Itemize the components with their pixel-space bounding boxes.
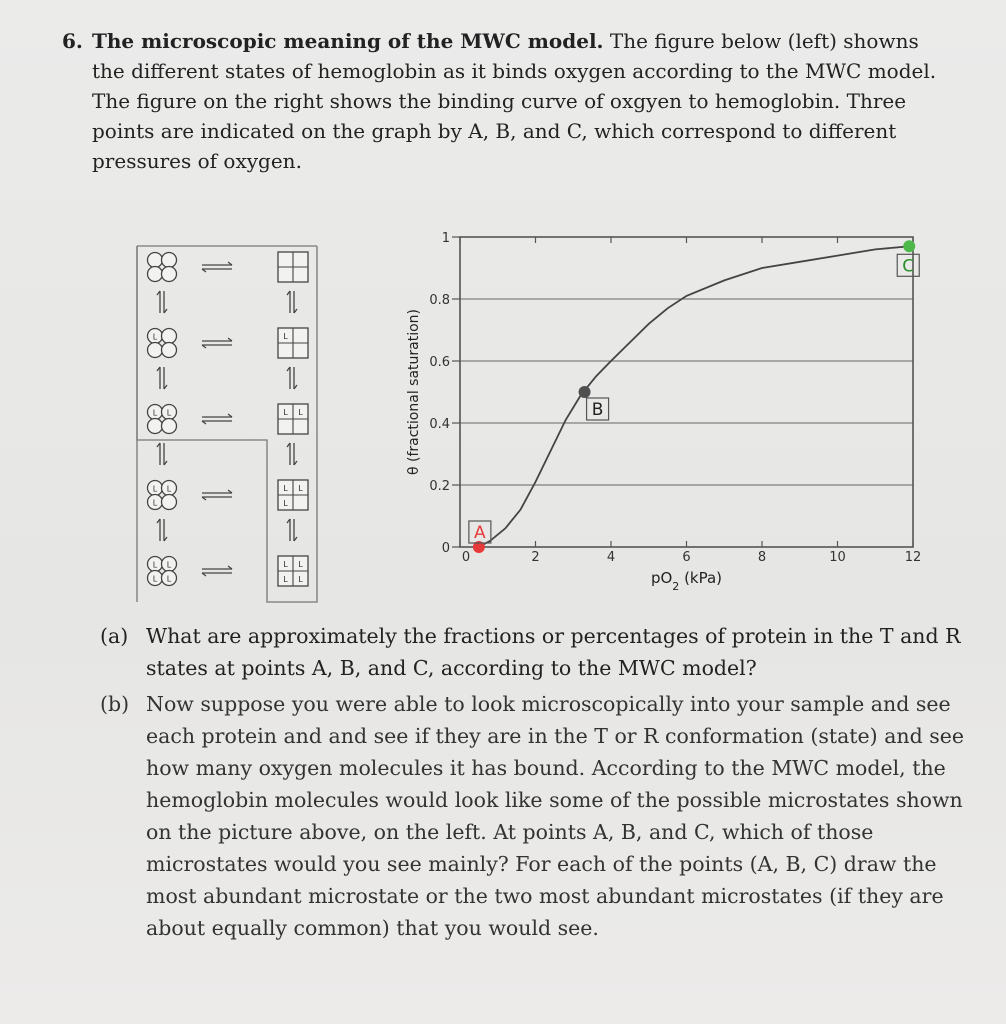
problem-title: The microscopic meaning of the MWC model. <box>92 29 604 53</box>
r-state-tetramer-icon <box>278 252 308 282</box>
t-ligand-label: L <box>152 560 158 570</box>
x-tick-label: 10 <box>829 550 846 565</box>
t-state-tetramer-icon <box>148 481 177 510</box>
t-ligand-label: L <box>166 560 172 570</box>
t-subunit-icon <box>162 495 177 510</box>
t-subunit-icon <box>148 419 163 434</box>
r-ligand-label: L <box>283 484 288 493</box>
y-tick-label: 0.6 <box>429 355 450 370</box>
t-ligand-label: L <box>152 484 158 494</box>
t-ligand-label: L <box>152 332 158 342</box>
part-a <box>100 620 968 684</box>
point-b-marker <box>579 386 591 398</box>
t-ligand-label: L <box>152 574 158 584</box>
t-ligand-label: L <box>166 484 172 494</box>
t-ligand-label: L <box>166 574 172 584</box>
r-ligand-label: L <box>298 484 303 493</box>
point-b-label: B <box>591 400 604 420</box>
t-state-tetramer-icon <box>148 405 177 434</box>
r-ligand-label: L <box>298 560 303 569</box>
y-tick-label: 1 <box>441 231 450 246</box>
x-tick-label: 6 <box>682 550 691 565</box>
t-ligand-label: L <box>166 408 172 418</box>
t-subunit-icon <box>162 419 177 434</box>
part-b-text: Now suppose you were able to look microscopically into your sample and see each protein and and see if they are in the T or R conformation (state) and see how many oxygen molecules it has bound. According to the MWC model, the hemoglobin molecules would look like some of the possible microstates shown on the picture above, on the left. At points A, B, and C, which of those microstates would you see mainly? For each of the points (A, B, C) draw the most abundant microstate or the two most abundant microstates (if they are about equally common) that you would see. <box>146 692 965 940</box>
point-c-label: C <box>902 256 915 277</box>
t-subunit-icon <box>148 267 163 282</box>
t-subunit-icon <box>148 343 163 358</box>
t-ligand-label: L <box>152 498 158 508</box>
t-subunit-icon <box>162 343 177 358</box>
problem-intro: The figure below (left) showns the different states of hemoglobin as it binds oxygen according to the MWC model. The figure on the right shows the binding curve of oxgyen to hemoglobin. Three points are indicated on the graph by A, B, and C, which correspond to different pressures of oxygen. <box>92 29 937 173</box>
point-a-label: A <box>474 523 486 543</box>
t-state-tetramer-icon <box>148 329 177 358</box>
r-state-tetramer-icon <box>278 556 308 586</box>
mwc-states-diagram <box>132 232 332 612</box>
part-b-label: (b) <box>100 692 130 716</box>
r-ligand-label: L <box>283 332 288 341</box>
t-ligand-label: L <box>152 408 158 418</box>
r-ligand-label: L <box>283 499 288 508</box>
y-tick-label: 0.2 <box>429 479 450 494</box>
problem-statement <box>62 26 942 176</box>
y-tick-label: 0 <box>441 541 450 556</box>
t-subunit-icon <box>162 267 177 282</box>
x-tick-label: 8 <box>757 550 767 565</box>
t-subunit-icon <box>148 253 163 268</box>
r-ligand-label: L <box>298 575 303 584</box>
y-tick-label: 0.4 <box>429 417 450 432</box>
question-parts <box>100 620 968 948</box>
part-a-label: (a) <box>100 624 129 648</box>
r-ligand-label: L <box>283 575 288 584</box>
point-c-marker <box>903 240 915 252</box>
part-b <box>100 688 968 944</box>
r-state-tetramer-icon <box>278 328 308 358</box>
x-tick-label: 0 <box>461 550 471 565</box>
part-a-text: What are approximately the fractions or percentages of protein in the T and R states at points A, B, and C, according to the MWC model? <box>146 624 961 680</box>
binding-curve-chart <box>390 222 950 602</box>
plot-frame <box>460 237 913 547</box>
t-subunit-icon <box>162 329 177 344</box>
r-state-tetramer-icon <box>278 480 308 510</box>
r-ligand-label: L <box>283 408 288 417</box>
x-tick-label: 12 <box>904 550 922 565</box>
r-state-tetramer-icon <box>278 404 308 434</box>
x-tick-label: 4 <box>606 550 616 565</box>
t-state-tetramer-icon <box>148 253 177 282</box>
y-tick-label: 0.8 <box>429 293 450 308</box>
t-subunit-icon <box>162 253 177 268</box>
binding-curve-line <box>479 246 909 547</box>
problem-number: 6. <box>62 29 83 53</box>
x-tick-label: 2 <box>531 550 540 565</box>
t-state-tetramer-icon <box>148 557 177 586</box>
r-ligand-label: L <box>298 408 303 417</box>
y-axis-label: θ (fractional saturation) <box>406 308 422 476</box>
x-axis-label: $pO_2$ (kPa) <box>650 569 723 593</box>
r-ligand-label: L <box>283 560 288 569</box>
